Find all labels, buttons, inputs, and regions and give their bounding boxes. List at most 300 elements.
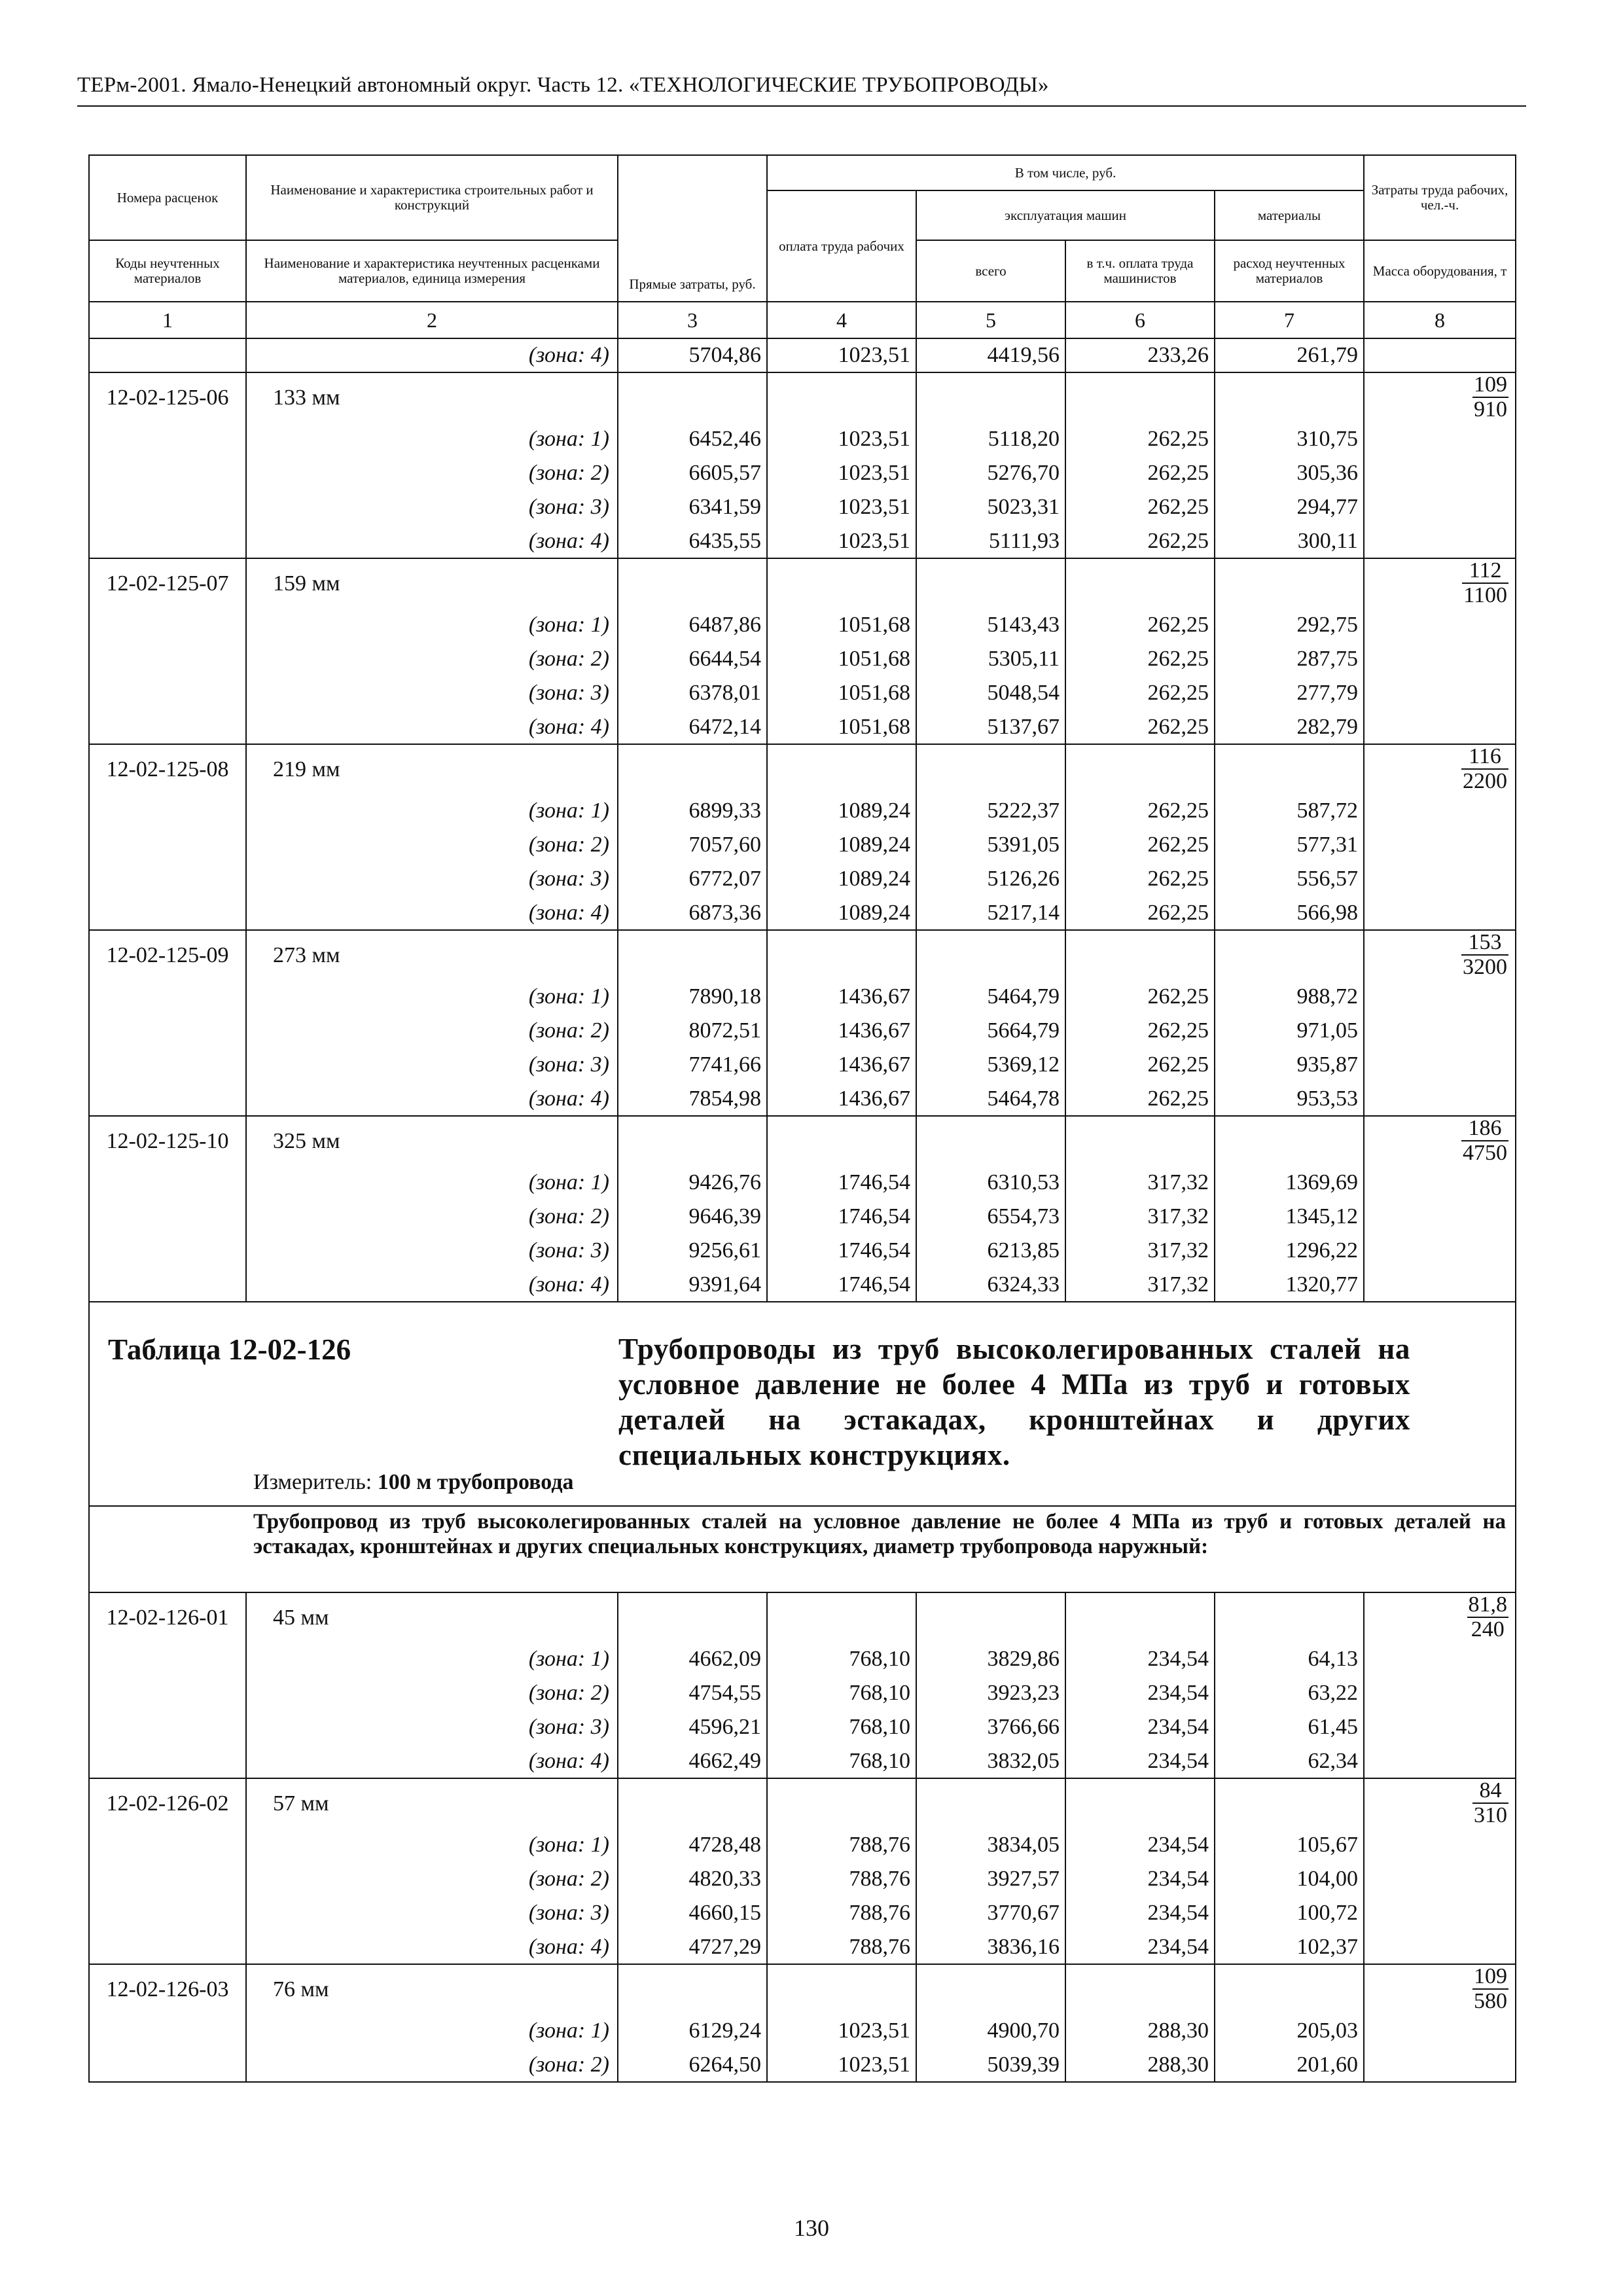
labor-cell: [1364, 828, 1516, 862]
equipment-mass: 580: [1474, 1989, 1508, 2013]
column-number: 8: [1364, 302, 1516, 338]
value-cell: 287,75: [1215, 642, 1364, 676]
value-cell: 4820,33: [618, 1862, 767, 1896]
labor-cell: [1364, 1710, 1516, 1744]
empty-cell: [916, 1964, 1065, 2014]
zone-row: [89, 828, 1516, 862]
zone-label: (зона: 4): [246, 524, 618, 558]
rate-code: 12-02-125-09: [89, 930, 246, 980]
empty-cell: [1065, 1116, 1215, 1166]
code-cell: [89, 1676, 246, 1710]
code-cell: [89, 608, 246, 642]
column-number-row: [89, 302, 1516, 338]
zone-label: (зона: 2): [246, 642, 618, 676]
code-cell: [89, 1744, 246, 1778]
labor-cell: [1364, 490, 1516, 524]
column-number: 5: [916, 302, 1065, 338]
zone-row: [89, 794, 1516, 828]
value-cell: 988,72: [1215, 980, 1364, 1014]
value-cell: 4728,48: [618, 1828, 767, 1862]
value-cell: 288,30: [1065, 2014, 1215, 2048]
labor-hours: 112: [1462, 559, 1508, 584]
rate-name-row: [89, 1592, 1516, 1642]
value-cell: 262,25: [1065, 794, 1215, 828]
value-cell: 262,25: [1065, 1014, 1215, 1048]
zone-row: [89, 1676, 1516, 1710]
labor-mass-fraction: [1472, 1965, 1508, 2013]
value-cell: 262,25: [1065, 862, 1215, 896]
value-cell: 788,76: [767, 1828, 916, 1862]
labor-cell: [1364, 1592, 1516, 1642]
value-cell: 971,05: [1215, 1014, 1364, 1048]
labor-cell: [1364, 1014, 1516, 1048]
value-cell: 282,79: [1215, 710, 1364, 744]
value-cell: 1023,51: [767, 524, 916, 558]
value-cell: 1023,51: [767, 422, 916, 456]
value-cell: 234,54: [1065, 1896, 1215, 1930]
head-labor-bottom: Масса оборудования, т: [1364, 240, 1516, 302]
value-cell: 1051,68: [767, 642, 916, 676]
empty-cell: [1065, 558, 1215, 608]
header-rule: [77, 105, 1526, 107]
value-cell: 9646,39: [618, 1200, 767, 1234]
labor-cell: [1364, 1642, 1516, 1676]
labor-cell: [1364, 794, 1516, 828]
code-cell: [89, 1896, 246, 1930]
value-cell: 556,57: [1215, 862, 1364, 896]
value-cell: 261,79: [1215, 338, 1364, 372]
empty-cell: [618, 930, 767, 980]
empty-cell: [618, 558, 767, 608]
value-cell: 1023,51: [767, 456, 916, 490]
empty-cell: [1065, 1964, 1215, 2014]
equipment-mass: 2200: [1463, 769, 1508, 793]
zone-row: [89, 1234, 1516, 1268]
zone-row: [89, 980, 1516, 1014]
labor-mass-fraction: [1461, 745, 1508, 793]
value-cell: 1089,24: [767, 794, 916, 828]
zone-label: (зона: 1): [246, 1166, 618, 1200]
zone-label: (зона: 2): [246, 828, 618, 862]
value-cell: 6873,36: [618, 896, 767, 930]
labor-hours: 109: [1474, 1964, 1508, 1988]
rate-name-row: [89, 558, 1516, 608]
rate-code: 12-02-125-08: [89, 744, 246, 794]
value-cell: 1436,67: [767, 980, 916, 1014]
zone-row: [89, 1710, 1516, 1744]
head-labor-top: Затраты труда рабочих, чел.-ч.: [1364, 155, 1516, 240]
value-cell: 6129,24: [618, 2014, 767, 2048]
value-cell: 6264,50: [618, 2048, 767, 2082]
rate-code: 12-02-126-03: [89, 1964, 246, 2014]
zone-label: (зона: 2): [246, 1014, 618, 1048]
labor-cell: [1364, 1896, 1516, 1930]
empty-cell: [1215, 744, 1364, 794]
value-cell: 6554,73: [916, 1200, 1065, 1234]
column-number: 4: [767, 302, 916, 338]
value-cell: 262,25: [1065, 980, 1215, 1014]
code-cell: [89, 676, 246, 710]
code-cell: [89, 338, 246, 372]
zone-label: (зона: 3): [246, 1710, 618, 1744]
value-cell: 104,00: [1215, 1862, 1364, 1896]
zone-label: (зона: 3): [246, 1048, 618, 1082]
value-cell: 5039,39: [916, 2048, 1065, 2082]
column-number: 2: [246, 302, 618, 338]
value-cell: 262,25: [1065, 1082, 1215, 1116]
value-cell: 5276,70: [916, 456, 1065, 490]
value-cell: 768,10: [767, 1676, 916, 1710]
labor-cell: [1364, 2014, 1516, 2048]
value-cell: 234,54: [1065, 1930, 1215, 1964]
labor-cell: [1364, 676, 1516, 710]
value-cell: 317,32: [1065, 1166, 1215, 1200]
zone-row: [89, 524, 1516, 558]
labor-cell: [1364, 1676, 1516, 1710]
zone-label: (зона: 4): [246, 896, 618, 930]
value-cell: 1051,68: [767, 710, 916, 744]
equipment-mass: 310: [1474, 1803, 1508, 1827]
labor-hours: 84: [1472, 1779, 1508, 1804]
labor-cell: [1364, 2048, 1516, 2082]
head-code-bottom: Коды неучтенных материалов: [89, 240, 246, 302]
value-cell: 4662,09: [618, 1642, 767, 1676]
rate-code: 12-02-125-06: [89, 372, 246, 422]
value-cell: 1320,77: [1215, 1268, 1364, 1302]
labor-cell: [1364, 1964, 1516, 2014]
labor-cell: [1364, 1048, 1516, 1082]
head-labor-pay: оплата труда рабочих: [767, 190, 916, 302]
labor-mass-fraction: [1462, 559, 1508, 607]
empty-cell: [618, 1964, 767, 2014]
page-number: 130: [794, 2215, 829, 2241]
value-cell: 4662,49: [618, 1744, 767, 1778]
zone-label: (зона: 2): [246, 1862, 618, 1896]
value-cell: 788,76: [767, 1896, 916, 1930]
equipment-mass: 910: [1474, 397, 1508, 422]
value-cell: 1023,51: [767, 2014, 916, 2048]
value-cell: 205,03: [1215, 2014, 1364, 2048]
labor-cell: [1364, 1828, 1516, 1862]
value-cell: 1023,51: [767, 490, 916, 524]
value-cell: 935,87: [1215, 1048, 1364, 1082]
value-cell: 262,25: [1065, 608, 1215, 642]
empty-cell: [618, 744, 767, 794]
value-cell: 5464,78: [916, 1082, 1065, 1116]
value-cell: 5704,86: [618, 338, 767, 372]
code-cell: [89, 1930, 246, 1964]
value-cell: 102,37: [1215, 1930, 1364, 1964]
zone-label: (зона: 1): [246, 1828, 618, 1862]
value-cell: 63,22: [1215, 1676, 1364, 1710]
rate-name: 219 мм: [246, 744, 618, 794]
value-cell: 3834,05: [916, 1828, 1065, 1862]
zone-row: [89, 642, 1516, 676]
value-cell: 234,54: [1065, 1862, 1215, 1896]
empty-cell: [767, 1778, 916, 1828]
value-cell: 788,76: [767, 1862, 916, 1896]
empty-cell: [767, 744, 916, 794]
zone-row: [89, 1048, 1516, 1082]
empty-cell: [1215, 1778, 1364, 1828]
rate-code: 12-02-126-02: [89, 1778, 246, 1828]
zone-row: [89, 896, 1516, 930]
value-cell: 6452,46: [618, 422, 767, 456]
empty-cell: [618, 372, 767, 422]
value-cell: 317,32: [1065, 1234, 1215, 1268]
value-cell: 262,25: [1065, 710, 1215, 744]
labor-cell: [1364, 862, 1516, 896]
value-cell: 3927,57: [916, 1862, 1065, 1896]
value-cell: 262,25: [1065, 642, 1215, 676]
zone-row: [89, 1828, 1516, 1862]
meter-value: 100 м трубопровода: [377, 1470, 574, 1494]
code-cell: [89, 1642, 246, 1676]
labor-hours: 109: [1474, 372, 1508, 397]
code-cell: [89, 896, 246, 930]
labor-cell: [1364, 422, 1516, 456]
labor-hours: 186: [1461, 1117, 1508, 1141]
rate-name: 57 мм: [246, 1778, 618, 1828]
value-cell: 1436,67: [767, 1048, 916, 1082]
value-cell: 234,54: [1065, 1676, 1215, 1710]
empty-cell: [916, 1592, 1065, 1642]
zone-label: (зона: 3): [246, 1896, 618, 1930]
value-cell: 64,13: [1215, 1642, 1364, 1676]
value-cell: 6772,07: [618, 862, 767, 896]
empty-cell: [1065, 744, 1215, 794]
rate-group: [89, 1964, 1516, 2082]
value-cell: 1089,24: [767, 862, 916, 896]
value-cell: 577,31: [1215, 828, 1364, 862]
code-cell: [89, 1268, 246, 1302]
value-cell: 3832,05: [916, 1744, 1065, 1778]
value-cell: 6644,54: [618, 642, 767, 676]
value-cell: 5664,79: [916, 1014, 1065, 1048]
labor-cell: [1364, 930, 1516, 980]
column-number: 3: [618, 302, 767, 338]
value-cell: 3923,23: [916, 1676, 1065, 1710]
head-name-bottom: Наименование и характеристика неучтенных расценками материалов, единица измерения: [246, 240, 618, 302]
value-cell: 9256,61: [618, 1234, 767, 1268]
empty-cell: [916, 1778, 1065, 1828]
rate-name: 45 мм: [246, 1592, 618, 1642]
value-cell: 7890,18: [618, 980, 767, 1014]
empty-cell: [1065, 1778, 1215, 1828]
empty-cell: [767, 1964, 916, 2014]
zone-label: (зона: 1): [246, 1642, 618, 1676]
value-cell: 1089,24: [767, 896, 916, 930]
head-machines-incl: в т.ч. оплата труда машинистов: [1065, 240, 1215, 302]
value-cell: 6341,59: [618, 490, 767, 524]
value-cell: 234,54: [1065, 1642, 1215, 1676]
meter-label: Измеритель:: [253, 1470, 372, 1494]
labor-cell: [1364, 744, 1516, 794]
value-cell: 234,54: [1065, 1710, 1215, 1744]
value-cell: 1436,67: [767, 1014, 916, 1048]
value-cell: 9426,76: [618, 1166, 767, 1200]
code-cell: [89, 1014, 246, 1048]
rate-name-row: [89, 1964, 1516, 2014]
running-header: ТЕРм-2001. Ямало-Ненецкий автономный округ. Часть 12. «ТЕХНОЛОГИЧЕСКИЕ ТРУБОПРОВОДЫ»: [77, 73, 1049, 97]
zone-row: [89, 456, 1516, 490]
rate-group: [89, 372, 1516, 558]
rate-name: 133 мм: [246, 372, 618, 422]
lead-row-group: [89, 338, 1516, 372]
value-cell: 6310,53: [916, 1166, 1065, 1200]
rate-name-row: [89, 1116, 1516, 1166]
empty-cell: [767, 930, 916, 980]
value-cell: 5137,67: [916, 710, 1065, 744]
value-cell: 288,30: [1065, 2048, 1215, 2082]
value-cell: 100,72: [1215, 1896, 1364, 1930]
value-cell: 305,36: [1215, 456, 1364, 490]
code-cell: [89, 1048, 246, 1082]
table-126-heading: [89, 1302, 1516, 1592]
rate-name: 159 мм: [246, 558, 618, 608]
labor-hours: 81,8: [1468, 1592, 1508, 1617]
rate-name: 325 мм: [246, 1116, 618, 1166]
value-cell: 566,98: [1215, 896, 1364, 930]
labor-cell: [1364, 1862, 1516, 1896]
value-cell: 292,75: [1215, 608, 1364, 642]
zone-row: [89, 422, 1516, 456]
table-title-block: [89, 1302, 1516, 1506]
code-cell: [89, 1166, 246, 1200]
rate-group: [89, 1116, 1516, 1302]
zone-row: [89, 1642, 1516, 1676]
value-cell: 4900,70: [916, 2014, 1065, 2048]
section-description: Трубопровод из труб высоколегированных сталей на условное давление не более 4 МПа из труб и готовых деталей на эстакадах, кронштейнах и других специальных конструкциях, диаметр трубопровода наружный:: [89, 1506, 1516, 1592]
value-cell: 317,32: [1065, 1268, 1215, 1302]
value-cell: 768,10: [767, 1744, 916, 1778]
value-cell: 262,25: [1065, 676, 1215, 710]
rate-group: [89, 1778, 1516, 1964]
value-cell: 201,60: [1215, 2048, 1364, 2082]
value-cell: 1746,54: [767, 1234, 916, 1268]
zone-row: [89, 2048, 1516, 2082]
value-cell: 3770,67: [916, 1896, 1065, 1930]
code-cell: [89, 862, 246, 896]
value-cell: 6472,14: [618, 710, 767, 744]
value-cell: 310,75: [1215, 422, 1364, 456]
zone-row: [89, 1268, 1516, 1302]
value-cell: 262,25: [1065, 1048, 1215, 1082]
empty-cell: [916, 744, 1065, 794]
code-cell: [89, 1234, 246, 1268]
value-cell: 1089,24: [767, 828, 916, 862]
labor-hours: 153: [1461, 931, 1508, 956]
value-cell: 233,26: [1065, 338, 1215, 372]
zone-row: [89, 1896, 1516, 1930]
value-cell: 5048,54: [916, 676, 1065, 710]
empty-cell: [916, 1116, 1065, 1166]
value-cell: 4727,29: [618, 1930, 767, 1964]
value-cell: 300,11: [1215, 524, 1364, 558]
column-number: 1: [89, 302, 246, 338]
labor-mass-fraction: [1472, 373, 1508, 422]
labor-cell: [1364, 1082, 1516, 1116]
empty-cell: [916, 558, 1065, 608]
rate-name-row: [89, 930, 1516, 980]
value-cell: 4419,56: [916, 338, 1065, 372]
code-cell: [89, 524, 246, 558]
head-name-top: Наименование и характеристика строительных работ и конструкций: [246, 155, 618, 240]
value-cell: 1296,22: [1215, 1234, 1364, 1268]
value-cell: 234,54: [1065, 1828, 1215, 1862]
zone-label: (зона: 4): [246, 338, 618, 372]
zone-row: [89, 1200, 1516, 1234]
empty-cell: [916, 372, 1065, 422]
value-cell: 234,54: [1065, 1744, 1215, 1778]
labor-cell: [1364, 896, 1516, 930]
zone-label: (зона: 1): [246, 980, 618, 1014]
code-cell: [89, 1082, 246, 1116]
rate-code: 12-02-125-07: [89, 558, 246, 608]
value-cell: 262,25: [1065, 422, 1215, 456]
zone-label: (зона: 1): [246, 794, 618, 828]
code-cell: [89, 642, 246, 676]
labor-cell: [1364, 1116, 1516, 1166]
zone-label: (зона: 3): [246, 1234, 618, 1268]
empty-cell: [767, 1116, 916, 1166]
rate-group: [89, 930, 1516, 1116]
rate-name: 76 мм: [246, 1964, 618, 2014]
head-incl: В том числе, руб.: [767, 155, 1364, 190]
labor-cell: [1364, 524, 1516, 558]
empty-cell: [1215, 930, 1364, 980]
empty-cell: [1065, 1592, 1215, 1642]
labor-cell: [1364, 456, 1516, 490]
labor-cell: [1364, 642, 1516, 676]
rate-code: 12-02-126-01: [89, 1592, 246, 1642]
value-cell: 4660,15: [618, 1896, 767, 1930]
value-cell: 294,77: [1215, 490, 1364, 524]
value-cell: 6605,57: [618, 456, 767, 490]
code-cell: [89, 456, 246, 490]
value-cell: 5369,12: [916, 1048, 1065, 1082]
labor-mass-fraction: [1472, 1779, 1508, 1827]
code-cell: [89, 794, 246, 828]
value-cell: 5118,20: [916, 422, 1065, 456]
value-cell: 5222,37: [916, 794, 1065, 828]
value-cell: 262,25: [1065, 828, 1215, 862]
zone-label: (зона: 1): [246, 608, 618, 642]
value-cell: 1023,51: [767, 338, 916, 372]
value-cell: 6435,55: [618, 524, 767, 558]
value-cell: 5217,14: [916, 896, 1065, 930]
labor-cell: [1364, 1778, 1516, 1828]
zone-row: [89, 338, 1516, 372]
head-machines-total: всего: [916, 240, 1065, 302]
labor-cell: [1364, 372, 1516, 422]
value-cell: 1023,51: [767, 2048, 916, 2082]
code-cell: [89, 1710, 246, 1744]
value-cell: 9391,64: [618, 1268, 767, 1302]
code-cell: [89, 980, 246, 1014]
zone-label: (зона: 4): [246, 1082, 618, 1116]
rate-name: 273 мм: [246, 930, 618, 980]
empty-cell: [1215, 1592, 1364, 1642]
equipment-mass: 1100: [1463, 583, 1508, 607]
value-cell: 105,67: [1215, 1828, 1364, 1862]
value-cell: 7854,98: [618, 1082, 767, 1116]
value-cell: 262,25: [1065, 524, 1215, 558]
value-cell: 4596,21: [618, 1710, 767, 1744]
value-cell: 953,53: [1215, 1082, 1364, 1116]
equipment-mass: 3200: [1463, 955, 1508, 979]
equipment-mass: 4750: [1463, 1141, 1508, 1165]
